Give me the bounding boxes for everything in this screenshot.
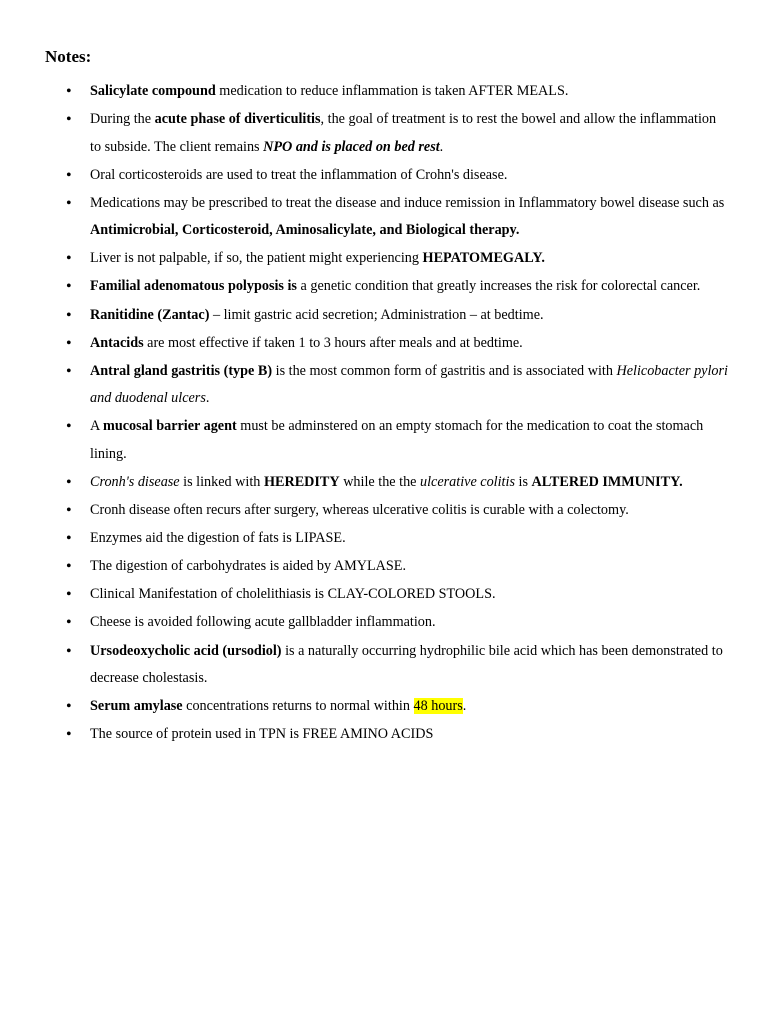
note-item (0, 106, 768, 161)
note-text: Enzymes aid the digestion of fats is LIPASE. (90, 530, 346, 547)
note-text: . (462, 698, 467, 715)
note-text: a genetic condition that greatly increases the risk for colorectal cancer. (296, 278, 701, 295)
note-text: are most effective if taken 1 to 3 hours after meals and at bedtime. (143, 334, 523, 351)
note-item (0, 638, 768, 693)
note-text: Salicylate compound (90, 83, 216, 99)
note-text: , the goal of treatment is to rest the bowel and allow the inflammation to subside. The client remains (90, 111, 717, 155)
note-text: NPO and is placed on bed rest (263, 138, 440, 155)
note-text: is a naturally occurring hydrophilic bile acid which has been demonstrated to decrease cholestasis. (90, 642, 723, 686)
notes-heading: Notes: (45, 47, 92, 66)
note-text: ALTERED IMMUNITY. (531, 473, 683, 490)
note-text: The source of protein used in TPN is FREE AMINO ACIDS (90, 726, 434, 743)
note-text: HEREDITY (263, 473, 340, 490)
notes-list (0, 78, 768, 749)
note-text: concentrations returns to normal within (182, 698, 414, 715)
note-text: Antral gland gastritis (type B) (90, 362, 273, 379)
note-text: – limit gastric acid secretion; Administration – at bedtime. (209, 306, 544, 323)
note-item (0, 693, 768, 721)
note-text: Cheese is avoided following acute gallbladder inflammation. (90, 614, 436, 631)
note-item (0, 273, 768, 301)
note-text: Serum amylase (90, 698, 183, 715)
note-text: is the most common form of gastritis and is associated with (272, 362, 617, 379)
note-text: Antimicrobial, Corticosteroid, Aminosalicylate, and Biological therapy. (90, 222, 520, 239)
note-item (0, 302, 768, 330)
note-text: Clinical Manifestation of cholelithiasis is CLAY-COLORED STOOLS. (90, 586, 496, 603)
note-item (0, 162, 768, 190)
note-item (0, 190, 768, 245)
note-item (0, 497, 768, 525)
note-text: Cronh's disease (90, 473, 180, 490)
note-text: Cronh disease often recurs after surgery, whereas ulcerative colitis is curable with a colectomy. (90, 502, 629, 519)
note-text: HEPATOMEGALY. (422, 250, 545, 267)
note-text: is linked with (179, 473, 264, 490)
note-text: The digestion of carbohydrates is aided by AMYLASE. (90, 558, 407, 575)
note-item (0, 525, 768, 553)
note-text: acute phase of diverticulitis (154, 111, 321, 128)
note-text: . (439, 138, 444, 155)
note-text: ulcerative colitis (420, 473, 515, 490)
note-item (0, 330, 768, 358)
note-item (0, 413, 768, 468)
note-text: During the (90, 111, 155, 128)
note-text: Oral corticosteroids are used to treat the inflammation of Crohn's disease. (90, 166, 508, 183)
note-text: Ranitidine (Zantac) (90, 306, 210, 323)
note-text: mucosal barrier agent (103, 418, 237, 435)
note-text: Ursodeoxycholic acid (ursodiol) (90, 642, 282, 659)
note-text: while the the (339, 473, 421, 490)
note-text: is (514, 473, 532, 490)
note-text: Liver is not palpable, if so, the patient might experiencing (90, 250, 423, 267)
note-text: . (205, 390, 210, 407)
note-item (0, 358, 768, 413)
highlighted-text: 48 hours (413, 698, 463, 715)
note-item (0, 553, 768, 581)
note-text: must be adminstered on an empty stomach for the medication to coat the stomach lining. (90, 418, 704, 462)
note-text: Medications may be prescribed to treat the disease and induce remission in Inflammatory bowel disease such as (90, 194, 725, 211)
note-item (0, 609, 768, 637)
note-item (0, 581, 768, 609)
note-text: Familial adenomatous polyposis is (90, 278, 297, 295)
note-item (0, 245, 768, 273)
note-item (0, 721, 768, 749)
note-text: Antacids (90, 334, 144, 351)
note-text: medication to reduce inflammation is taken AFTER MEALS. (215, 83, 569, 99)
note-text: Helicobacter pylori and duodenal ulcers (90, 362, 728, 407)
note-item (0, 469, 768, 497)
note-item (0, 78, 768, 106)
note-text: A (90, 418, 104, 435)
